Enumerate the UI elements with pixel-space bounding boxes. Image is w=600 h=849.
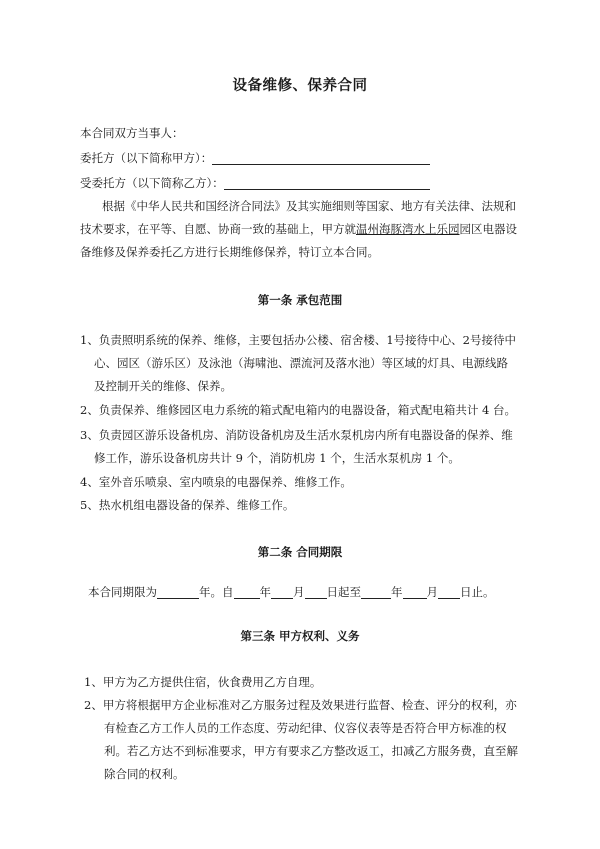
- party-b-blank: [224, 176, 430, 190]
- term-years-blank: [157, 585, 199, 599]
- preamble-line-3: 备维修及保养委托乙方进行长期维修保养，特订立本合同。: [80, 245, 379, 259]
- article-3-heading: 第三条 甲方权利、义务: [240, 629, 360, 643]
- party-b-label: 受委托方（以下简称乙方）：: [80, 176, 224, 190]
- article-1-item-1: 1、负责照明系统的保养、维修，主要包括办公楼、宿舍楼、1号接待中心、2号接待中: [80, 333, 516, 347]
- term-text: 年。自: [199, 585, 234, 599]
- preamble-line-2: [80, 222, 517, 236]
- term-line: [88, 585, 495, 599]
- article-1-item-3: 3、负责园区游乐设备机房、消防设备机房及生活水泵机房内所有电器设备的保养、维: [80, 428, 513, 442]
- park-name: 温州海豚湾水上乐园: [356, 222, 460, 236]
- term-text: 年: [391, 585, 403, 599]
- party-a-line: [80, 151, 430, 165]
- start-year-blank: [234, 585, 260, 599]
- article-1-item-2: 2、负责保养、维修园区电力系统的箱式配电箱内的电器设备，箱式配电箱共计 4 台。: [80, 403, 516, 417]
- end-year-blank: [361, 585, 391, 599]
- article-3-item-1: 1、甲方为乙方提供住宿，伙食费用乙方自理。: [84, 675, 322, 689]
- start-month-blank: [271, 585, 293, 599]
- term-text: 日止。: [460, 585, 495, 599]
- party-a-blank: [212, 151, 430, 165]
- party-a-label: 委托方（以下简称甲方）：: [80, 151, 213, 165]
- article-3-item-2-cont: 利。若乙方达不到标准要求，甲方有要求乙方整改返工，扣减乙方服务费，直至解: [104, 744, 518, 758]
- article-1-item-1-cont: 心、园区（游乐区）及泳池（海啸池、漂流河及落水池）等区域的灯具、电源线路: [94, 356, 508, 370]
- article-3-item-2: 2、甲方将根据甲方企业标准对乙方服务过程及效果进行监督、检查、评分的权利，亦: [84, 698, 517, 712]
- term-text: 月: [426, 585, 438, 599]
- preamble-text: 园区电器设: [459, 222, 517, 236]
- preamble-text: 技术要求，在平等、自愿、协商一致的基础上，甲方就: [80, 222, 356, 236]
- article-1-item-4: 4、室外音乐喷泉、室内喷泉的电器保养、维修工作。: [80, 475, 352, 489]
- end-day-blank: [438, 585, 460, 599]
- end-month-blank: [403, 585, 427, 599]
- article-3-item-2-cont: 除合同的权利。: [104, 767, 185, 781]
- article-1-item-3-cont: 修工作，游乐设备机房共计 9 个，消防机房 1 个，生活水泵机房 1 个。: [94, 451, 460, 465]
- term-text: 月: [293, 585, 305, 599]
- preamble-line-1: 根据《中华人民共和国经济合同法》及其实施细则等国家、地方有关法律、法规和: [102, 199, 516, 213]
- start-day-blank: [305, 585, 327, 599]
- article-1-heading: 第一条 承包范围: [257, 293, 343, 307]
- document-title: 设备维修、保养合同: [232, 78, 368, 94]
- term-text: 年: [259, 585, 271, 599]
- article-1-item-5: 5、热水机组电器设备的保养、维修工作。: [80, 498, 295, 512]
- party-b-line: [80, 176, 430, 190]
- parties-intro: 本合同双方当事人：: [80, 126, 184, 140]
- article-2-heading: 第二条 合同期限: [257, 545, 343, 559]
- term-text: 日起至: [326, 585, 361, 599]
- article-1-item-1-cont: 及控制开关的维修、保养。: [94, 379, 232, 393]
- term-text: 本合同期限为: [88, 585, 157, 599]
- article-3-item-2-cont: 有检查乙方工作人员的工作态度、劳动纪律、仪容仪表等是否符合甲方标准的权: [104, 721, 507, 735]
